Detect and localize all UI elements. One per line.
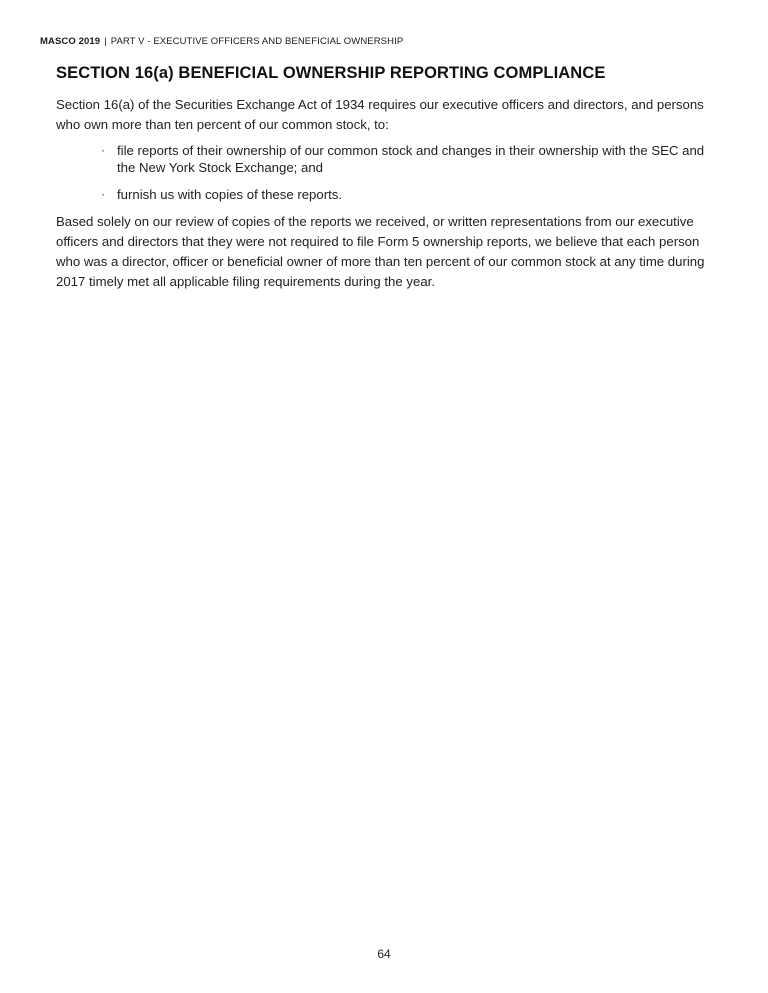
bullet-icon: · <box>101 187 105 201</box>
conclusion-paragraph: Based solely on our review of copies of the reports we received, or written representations from our executive officers and directors that they were not required to file Form 5 ownership reports, we believe that each person who was a director, officer or beneficial owner of more than ten percent of our common stock at any time during 2017 timely met all applicable filing requirements during the year. <box>56 214 705 289</box>
section-title: SECTION 16(a) BENEFICIAL OWNERSHIP REPORTING COMPLIANCE <box>56 64 606 82</box>
page-number: 64 <box>377 947 391 961</box>
bullet-icon: · <box>101 143 105 157</box>
list-item-text: file reports of their ownership of our common stock and changes in their ownership with the SEC and the New York Stock Exchange; and <box>117 143 705 175</box>
running-header <box>40 36 403 47</box>
list-item-text: furnish us with copies of these reports. <box>117 187 343 202</box>
list-item <box>100 186 720 203</box>
header-separator: | <box>104 36 107 47</box>
header-brand: MASCO 2019 <box>40 36 101 47</box>
intro-paragraph: Section 16(a) of the Securities Exchange Act of 1934 requires our executive officers and directors, and persons who own more than ten percent of our common stock, to: <box>56 97 704 132</box>
header-part: PART V - EXECUTIVE OFFICERS AND BENEFICIAL OWNERSHIP <box>110 36 404 47</box>
requirements-list <box>100 142 720 213</box>
list-item <box>100 142 720 176</box>
